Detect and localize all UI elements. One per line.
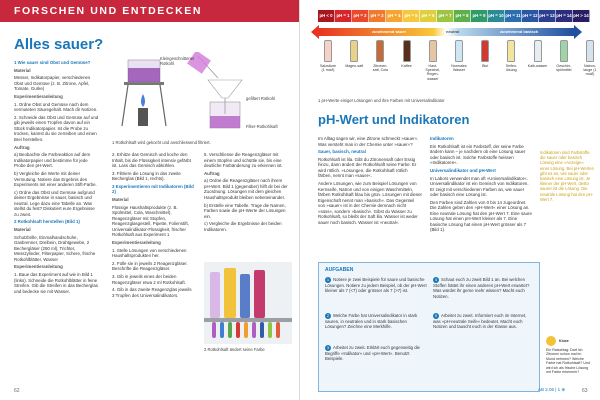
auftrag-c: c) Ordne das Obst und Gemüse aufgrund deiner Ergebnisse in sauer, basisch und neutral. Lege dazu eine Tabelle an. Was stellst du fest? Diskutiert eure Ergebnisse zu zweit. xyxy=(14,189,95,217)
task-number: 5 xyxy=(434,313,438,318)
auftrag-label: Auftrag xyxy=(14,144,30,150)
task-4 xyxy=(433,277,535,299)
figure-rotkohl-apparatus xyxy=(110,52,290,134)
step3-3: 3. Gib in jeweils eines der beiden Reagenzgläser etwa 2 ml Rotkohlsaft. xyxy=(112,274,186,285)
material-label: Material xyxy=(14,67,31,73)
step3-1: 1. Stelle Lösungen von verschiedenen Haushaltsprodukten her. xyxy=(112,247,187,259)
ph-scale-cell: pH = 13 xyxy=(539,10,556,22)
task-1 xyxy=(325,277,427,294)
step-1: 1. Ordne Obst und Gemüse nach dem vermuteten Säuregehalt. Mach dir Notizen. xyxy=(14,101,98,113)
example-label: Natron-lauge (1 mol/l) xyxy=(583,64,597,77)
task-text: Schaut euch zu zweit Bild 1 an. Bei welchen Stoffen hättet ihr einen anderen pH-Wert erwartet? Was würdet ihr gerne mehr wissen? Macht euch Notizen. xyxy=(433,277,530,299)
step-c2-3: 3. Filtriere die Lösung in das zweite Becherglas (Bild 1, rechts). xyxy=(112,170,181,182)
ph-scale-cell: pH = 7 xyxy=(437,10,454,22)
example-label: Kaffee xyxy=(401,64,412,68)
step2-1: 1. Baue das Experiment auf wie in Bild 1 (links). Schneide die Rotkohlblätter in feine Streifen. Gib die Streifen in das Becherglas und bedecke sie mit Wasser. xyxy=(14,272,98,294)
page-number-right: 63 xyxy=(582,388,588,394)
ph-example-item xyxy=(501,40,521,72)
example-label: Zitronen-saft, Cola xyxy=(372,64,388,73)
test-tube xyxy=(252,322,256,338)
fig1-label-1: Kleingeschnittener Rotkohl xyxy=(160,56,195,66)
fig2-caption: 2 Rotkohlsaft ändert seine Farbe xyxy=(204,347,265,352)
section-banner-text: FORSCHEN UND ENTDECKEN xyxy=(14,5,203,17)
auftrag3-b: b) Erstelle eine Tabelle. Trage die Namen, Farben sowie die pH-Werte der Lösungen ein. xyxy=(204,202,286,219)
example-bottle-icon xyxy=(403,40,411,62)
task-number: 1 xyxy=(326,277,330,282)
step3-2: 2. Fülle sie in jeweils 2 Reagenzgläser. Beschrifte die Reagenzgläser. xyxy=(112,260,188,272)
right-column-1 xyxy=(318,136,422,227)
anleitung-label-3: Experimentieranleitung xyxy=(112,239,161,245)
bottle-pink xyxy=(254,270,265,318)
example-bottle-icon xyxy=(429,40,437,62)
example-bottle-icon xyxy=(455,40,463,62)
bottle-yellow xyxy=(224,268,236,318)
task-number: 3 xyxy=(326,345,330,350)
auftrag-label-3: Auftrag xyxy=(204,170,220,176)
subheading-sauer-basisch: Sauer, basisch, neutral xyxy=(318,149,366,155)
ph-scale-cell: pH = 9 xyxy=(471,10,488,22)
test-tube xyxy=(236,322,240,338)
column-3 xyxy=(204,152,290,234)
fig1-label-3: Filter-Rotkohlsaft xyxy=(246,124,278,129)
aufgaben-heading: AUFGABEN xyxy=(325,267,354,273)
gas-burner xyxy=(138,108,148,126)
ph-scale-cell: pH > 14 xyxy=(573,10,590,22)
material-text-3: Flüssige Haushaltsprodukte (z. B. Spülmittel, Cola, Waschmittel), Reagenzgläser mit Stopfen, Reagenzglasgestell, Pipette, Folienstift, Universalindikator-Flüssigkeit, frischer Rotkohlsaft aus Experiment 1 xyxy=(112,204,189,238)
tripod-leg xyxy=(160,85,166,126)
paragraph-basisch: Andere Lösungen, wie zum Beispiel Lösungen von Kernseife, Natron und von einigen Waschmitteln, färben Rotkohlsaft blau bis grün. Lösungen mit dieser Eigenschaft nennt man »basisch«. Das Gegenteil von »sauer« ist in der Chemie demnach nicht »süss«, sondern »basisch«. Gibst du Wasser zu Rotkohlsaft, so bleibt der Saft lila. Wasser ist weder sauer noch basisch. Wasser ist »neutral«. xyxy=(318,181,422,225)
task-5 xyxy=(433,313,535,330)
paragraph-universalindikator: In Labors verwendet man oft »Universalindikator«. Universalindikator ist ein Gemisch von Indikatoren. Er zeigt mit verschiedenen Farben an, wie sauer oder basisch eine Lösung ist. xyxy=(430,175,529,198)
ph-scale-cell: pH = 14 xyxy=(556,10,573,22)
task-number: 2 xyxy=(326,313,330,318)
example-bottle-icon xyxy=(376,40,384,62)
heading-experiment-2 xyxy=(14,219,100,225)
fig1-caption: 1 Rotkohlsaft wird gekocht und anschliessend filtriert. xyxy=(112,140,211,145)
heading-experiment-3 xyxy=(112,184,194,195)
ph-example-item xyxy=(554,40,574,72)
wire-gauze xyxy=(124,82,164,85)
material-label-3: Material xyxy=(112,197,129,203)
bottle-purple xyxy=(210,272,220,318)
paragraph-indikatoren: Ein Rotkohlsaft ist ein Farbstoff, der seine Farbe ändern kann – je nachdem ob eine Lösung sauer oder basisch ist. Solche Farbstoffe heissen »Indikatoren«. xyxy=(430,143,526,166)
example-bottle-icon xyxy=(324,40,332,62)
material-text: Messer, Indikatorpapier, verschiedenes Obst und Gemüse (z. B. Zitrone, Apfel, Tomate, Gurke) xyxy=(14,75,91,92)
paragraph-rotkohl: Rotkohlsaft ist lila. Gibt du Zitronensaft oder Essig hinzu, dann ändert der Rotkohlsaft seine Farbe: Er wird rötlich. »Lösungen, die Rotkohlsaft rötlich färben, nennt man »sauer«. xyxy=(318,156,417,179)
subheading-universalindikator: Universalindikator und pH-Wert xyxy=(430,167,496,173)
ph-scale-cell: pH = 3 xyxy=(369,10,386,22)
ph-example-item xyxy=(475,40,495,68)
test-tube xyxy=(260,322,264,338)
example-bottle-icon xyxy=(586,40,594,62)
example-bottle-icon xyxy=(481,40,489,62)
zone-sauer: zunehmend sauer xyxy=(372,29,407,34)
paragraph-zahlen: Den Farben sind Zahlen von 0 bis 14 zugeordnet. Die Zahlen geben den »pH-Wert« einer Lösung an. Eine neutrale Lösung hat den pH-Wert 7. Eine saure Lösung hat einen pH-Wert kleiner als 7. Eine basische Lösung hat einen pH-Wert grösser als 7 (Bild 1). xyxy=(430,199,532,233)
ph-example-item xyxy=(528,40,548,68)
ph-scale-cell: pH = 6 xyxy=(420,10,437,22)
example-label: Seifen-lösung xyxy=(505,64,518,73)
step3-4: 4. Gib in das zweite Reagenzglas jeweils 3 Tropfen des Universalindikators. xyxy=(112,287,192,298)
funnel xyxy=(208,80,242,98)
ph-scale-cell: pH = 10 xyxy=(488,10,505,22)
heading-experiment-3-sub: (Bild 2) xyxy=(112,183,194,195)
example-label: Salzsäure (1 mol/l) xyxy=(320,64,336,73)
auftrag-a: a) Beobachte die Farbreaktion auf dem Indikatorpapier und bestimme für jede Probe den pH-Wert. xyxy=(14,152,91,169)
heading-experiment-1: 1 Wie sauer sind Obst und Gemüse? xyxy=(14,60,91,65)
ph-scale-cell: pH = 8 xyxy=(454,10,471,22)
arrow-base-head xyxy=(574,25,582,39)
example-label: Blut xyxy=(482,64,489,68)
anleitung-label-2: Experimentieranleitung xyxy=(14,264,63,270)
ph-example-item xyxy=(397,40,417,68)
example-label: Geschirr-spülmittel xyxy=(556,64,572,73)
page-title: Alles sauer? xyxy=(14,36,104,53)
ph-example-item xyxy=(423,40,443,81)
mascot-label: Kluxe xyxy=(559,338,569,343)
heading-experiment-2-text: 2 Rotkohlsaft herstellen xyxy=(14,219,64,225)
section-banner xyxy=(0,0,300,22)
ph-example-item xyxy=(449,40,469,72)
step3-5: 5. Verschliesse die Reagenzgläser mit einem Stopfen und schüttle sie, bis eine deutliche Farbänderung zu erkennen ist. xyxy=(204,152,283,168)
subheading-indikatoren: Indikatoren xyxy=(430,136,454,141)
flame xyxy=(141,94,145,107)
auftrag3-a: a) Ordne die Reagenzgläser nach ihrem pH-Wert. Bild 1 (gegenüber) hilft dir bei der Zuordnung. Lösungen mit dem gleichen Haushaltsprodukt bleiben nebeneinander. xyxy=(204,178,288,200)
example-bottle-icon xyxy=(507,40,515,62)
material-text-2: Schutzbrille, Einmalhandschuhe, Gasbrenner, Dreibein, Drahtgewebe, 2 Bechergläser (250 ml), Trichter, Messzylinder, Filterpapier, Schere, frische Rotkohlblätter, Wasser xyxy=(14,234,96,262)
worksheet-reference: AB 2.06 | 1 ⊕ xyxy=(538,387,566,392)
column-2 xyxy=(112,152,194,300)
section-heading: pH-Wert und Indikatoren xyxy=(318,112,470,127)
filtrate xyxy=(210,116,240,128)
test-tube xyxy=(220,322,224,338)
aufgaben-box xyxy=(318,262,540,392)
task-text: Welche Farbe hat Universalindikator in stark sauren, in neutralen und in stark basischen Lösungen? Zeichne eine Merkhilfe. xyxy=(325,313,418,330)
test-tube xyxy=(212,322,216,338)
ph-scale-cell: pH = 4 xyxy=(386,10,403,22)
test-tube xyxy=(276,322,280,338)
step-2: 2. Schneide das Obst und Gemüse auf und gib jeweils einen Tropfen davon auf ein Stück Indikatorpapier. Ist die Probe zu trocken, kannst du sie zerreiben und einen Brei herstellen. xyxy=(14,114,99,142)
ph-examples-row xyxy=(318,40,597,88)
ph-figure-caption: 1 pH-Werte einiger Lösungen und ihre Farben mit Universalindikator xyxy=(318,98,445,103)
fig1-label-2: gefiltert Rotkohl xyxy=(246,96,276,101)
cabbage-liquid xyxy=(128,68,160,82)
auftrag3-c: c) Vergleiche die Ergebnisse der beiden Indikatoren. xyxy=(204,221,282,232)
mascot-text: Ein Ratschlag: Darf ich Zitronen schon mal im Mund nehmen? Welche Farbe hat Rotkohlsaft? Und wird ich als frische Lösung mit Farbe erkennen? xyxy=(546,348,590,375)
intro-text: Im Alltag sagen wir, eine Zitrone schmeckt »sauer«. Was versteht man in der Chemie unter »sauer«? xyxy=(318,136,419,147)
bottle-blue xyxy=(240,274,250,318)
column-1 xyxy=(14,60,100,296)
ph-example-item xyxy=(370,40,390,72)
figure-indicator-tubes xyxy=(204,262,292,344)
mascot-icon xyxy=(546,336,556,346)
example-label: Kalk-wasser xyxy=(527,64,548,68)
example-label: Normales Wasser xyxy=(451,64,467,73)
test-tube xyxy=(228,322,232,338)
ph-example-item xyxy=(344,40,364,68)
ph-scale xyxy=(318,10,590,22)
test-tube xyxy=(244,322,248,338)
example-label: Magen-saft xyxy=(345,64,364,68)
task-text: Notiere je zwei Beispiele für saure und basische Lösungen. Notiere zu jedem Beispiel, ob der pH-Wert kleiner als 7 (<7) oder grösser als 7 (>7) ist. xyxy=(325,277,427,294)
example-label: Haut, Speichel, Regen-wasser xyxy=(425,64,441,81)
example-bottle-icon xyxy=(534,40,542,62)
ph-scale-cell: pH = 5 xyxy=(403,10,420,22)
step-c2-2: 2. Erhitze das Gemisch und koche den Inhalt, bis die Flüssigkeit intensiv gefärbt ist. Lass das Gemisch abkühlen. xyxy=(112,152,191,168)
task-text: Arbeitet zu zweit. Erklärt euch gegenseitig die Begriffe »Indikator« und »pH-Wert«. Benutzt Beispiele. xyxy=(325,345,420,362)
ph-scale-cell: pH = 1 xyxy=(335,10,352,22)
heading-experiment-2-sub: (Bild 1) xyxy=(65,219,80,225)
page-number-left: 62 xyxy=(14,388,20,394)
mascot-hint xyxy=(546,336,590,374)
material-label-2: Material xyxy=(14,227,31,233)
heading-experiment-3-text: 3 Experimentieren mit Indikatoren xyxy=(112,183,183,189)
ph-example-item xyxy=(318,40,338,72)
auftrag-b: b) Vergleiche die Werte mit deiner Vermutung. Notiere das Ergebnis des Experiments mit einer anderen Stift-Farbe. xyxy=(14,171,97,187)
task-text: Arbeitet zu zweit. Informiert euch im Internet, was »pH-neutrale Seife« bedeutet. Macht euch Notizen und tauscht euch in der Klasse aus. xyxy=(433,313,527,330)
ph-scale-cell: pH < 0 xyxy=(318,10,335,22)
example-bottle-icon xyxy=(560,40,568,62)
ph-scale-cell: pH = 11 xyxy=(505,10,522,22)
rack xyxy=(204,318,292,322)
task-number: 4 xyxy=(434,277,438,282)
zone-neutral: neutral xyxy=(446,29,460,34)
task-3 xyxy=(325,345,427,362)
example-bottle-icon xyxy=(350,40,358,62)
ph-scale-cell: pH = 2 xyxy=(352,10,369,22)
ph-scale-cell: pH = 12 xyxy=(522,10,539,22)
right-column-2 xyxy=(430,136,534,235)
task-2 xyxy=(325,313,427,330)
ph-example-item xyxy=(580,40,600,77)
anleitung-label: Experimentieranleitung xyxy=(14,94,63,100)
tripod-leg xyxy=(122,85,128,126)
margin-note: Indikatoren sind Farbstoffe, die sauer oder basisch Lösung eine »Anzeige« einer Lösung. Bei pH-Werten gibt es an, wie sauer oder basisch eine Lösung ist. Je kleiner der pH-Wert, desto saurer ist die Lösung. Die neutrale Lösung hat den pH-Wert 7. xyxy=(540,150,594,202)
test-tube xyxy=(268,322,272,338)
zone-basisch: zunehmend basisch xyxy=(500,29,539,34)
